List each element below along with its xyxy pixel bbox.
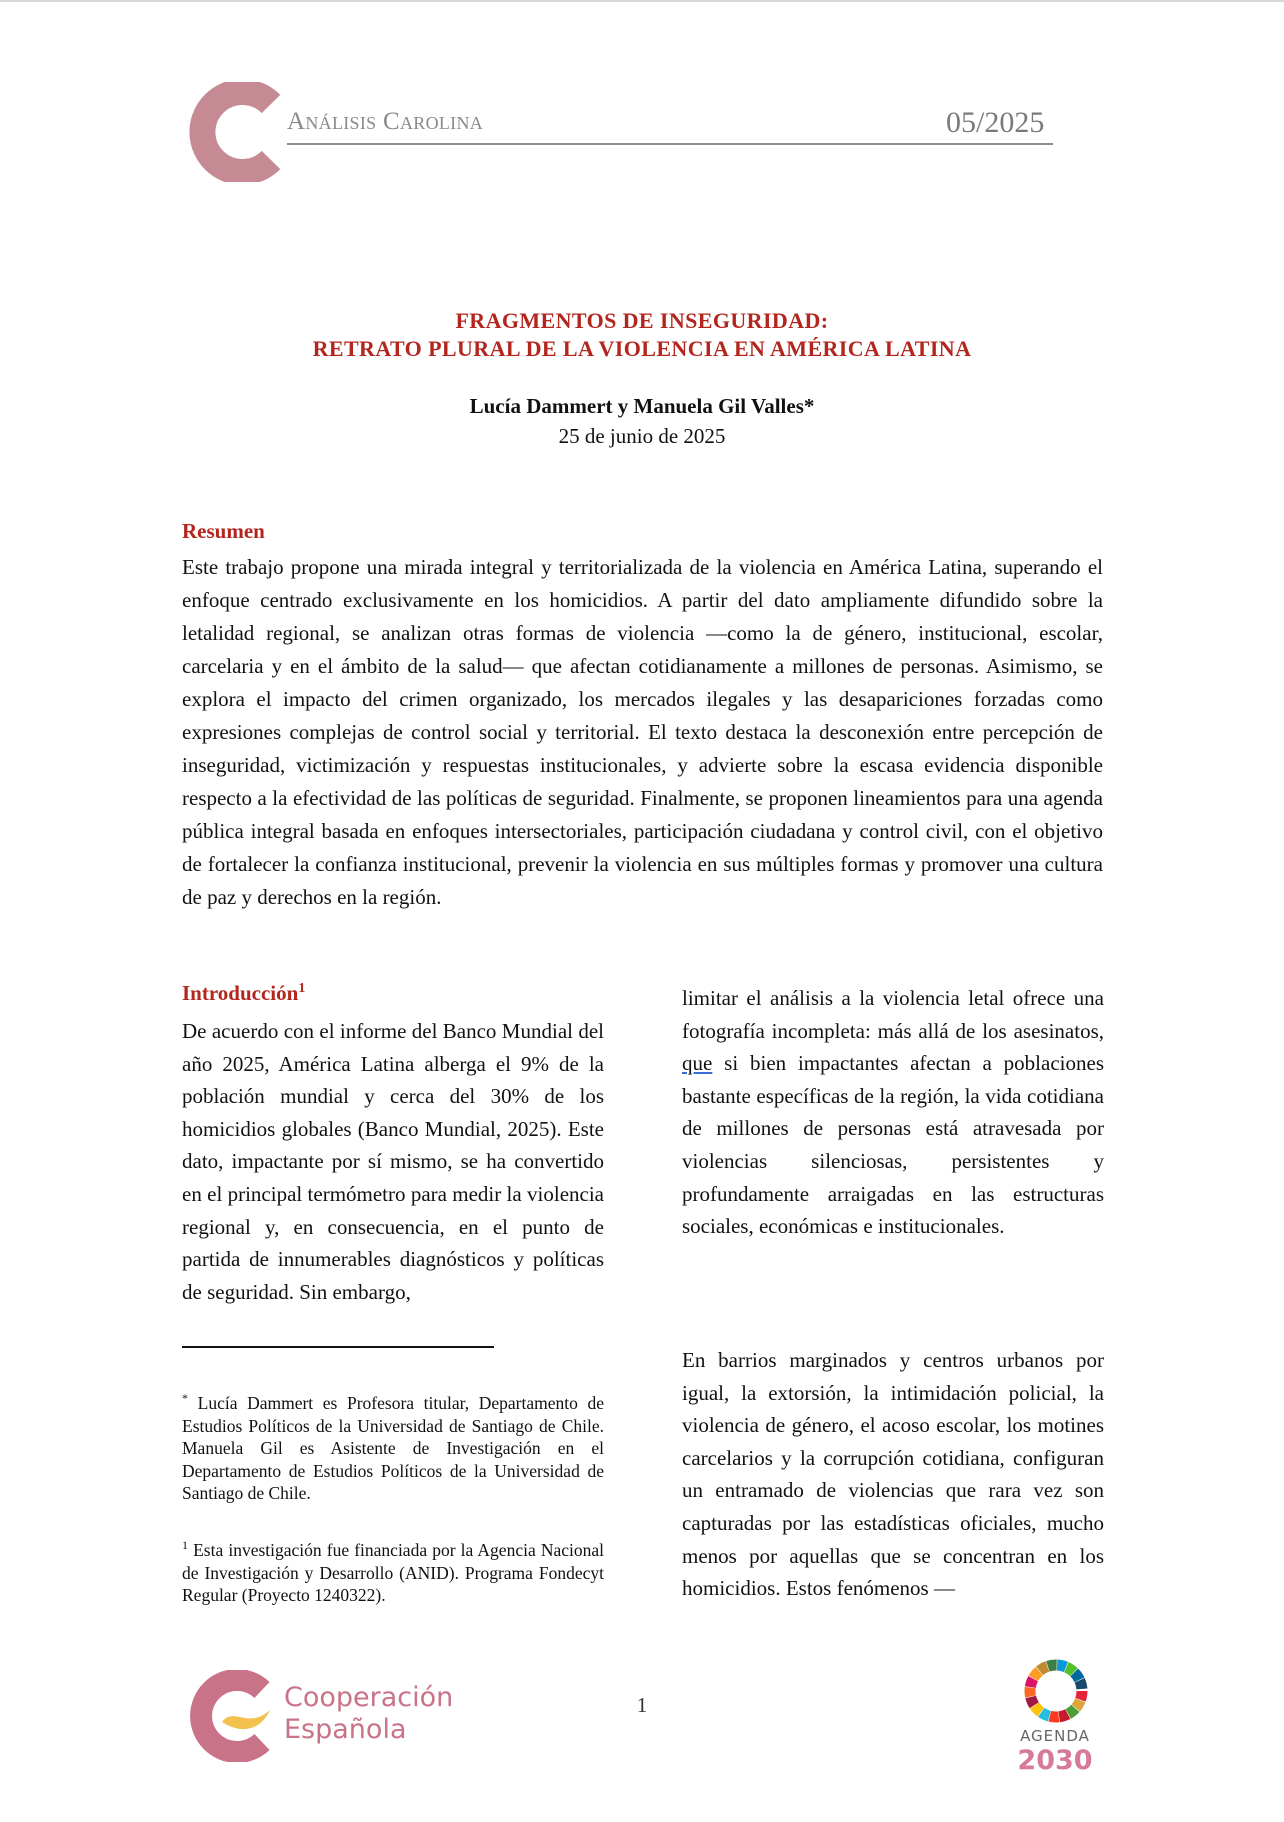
intro-col2-text-a: limitar el análisis a la violencia letal ofrece una fotografía incompleta: más allá de los asesinatos, xyxy=(682,986,1104,1043)
coop-line-1: Cooperación xyxy=(284,1682,454,1713)
carolina-logo-icon xyxy=(183,82,293,182)
intro-heading xyxy=(182,981,305,1006)
intro-column-1: De acuerdo con el informe del Banco Mundial del año 2025, América Latina alberga el 9% de la población mundial y cerca del 30% de los homicidios globales (Banco Mundial, 2025). Este dato, impactante por sí mismo, se ha convertido en el principal termómetro para medir la violencia regional y, en consecuencia, en el punto de partida de innumerables diagnósticos y políticas de seguridad. Sin embargo, xyxy=(182,1019,604,1304)
publication-date: 25 de junio de 2025 xyxy=(558,424,726,448)
issue-number: 05/2025 xyxy=(946,106,1045,139)
footnote-1-mark: * xyxy=(182,1391,188,1406)
series-title: Análisis Carolina xyxy=(287,108,484,135)
agenda-year: 2030 xyxy=(1017,1745,1093,1776)
page-number: 1 xyxy=(636,1693,648,1717)
footnote-1-text: Lucía Dammert es Profesora titular, Departamento de Estudios Políticos de la Universidad de Santiago de Chile. Manuela Gil es Asistente de Investigación en el Departamento de Estudios Políticos de la Universidad de Santiago de Chile. xyxy=(182,1393,605,1504)
title-line-1: FRAGMENTOS DE INSEGURIDAD: xyxy=(455,308,829,333)
header-rule xyxy=(287,143,1053,145)
footnote-separator xyxy=(182,1346,494,1348)
title-line-2: RETRATO PLURAL DE LA VIOLENCIA EN AMÉRICA LATINA xyxy=(312,336,972,361)
coop-line-2: Española xyxy=(284,1714,407,1745)
intro-col2-text-b: si bien impactantes afectan a poblaciones bastante específicas de la región, la vida cotidiana de millones de personas está atravesada por violencias silenciosas, persistentes y profundamente arraigadas en las estructuras sociales, económicas e institucionales. xyxy=(682,1051,1104,1239)
agenda-label: AGENDA xyxy=(1020,1727,1090,1745)
authors: Lucía Dammert y Manuela Gil Valles* xyxy=(469,394,815,418)
intro-column-2-paragraph-2: En barrios marginados y centros urbanos por igual, la extorsión, la intimidación policial, la violencia de género, el acoso escolar, los motines carcelarios y la corrupción cotidiana, configuran un entramado de violencias que rara vez son capturadas por las estadísticas oficiales, mucho menos por aquellas que se concentran en los homicidios. Estos fenómenos — xyxy=(682,1348,1104,1601)
spellcheck-underlined-word: que xyxy=(682,1051,713,1076)
abstract-heading: Resumen xyxy=(182,519,265,543)
footnote-author xyxy=(182,1392,604,1505)
intro-heading-text: Introducción xyxy=(182,981,299,1005)
footnote-funding xyxy=(182,1539,604,1607)
footnote-2-text: Esta investigación fue financiada por la Agencia Nacional de Investigación y Desarrollo (ANID). Programa Fondecyt Regular (Proyecto 1240322). xyxy=(182,1540,604,1606)
abstract-text: Este trabajo propone una mirada integral y territorializada de la violencia en América Latina, superando el enfoque centrado exclusivamente en los homicidios. A partir del dato ampliamente difundido sobre la letalidad regional, se analizan otras formas de violencia —como la de género, institucional, escolar, carcelaria y en el ámbito de la salud— que afectan cotidianamente a millones de personas. Asimismo, se explora el impacto del crimen organizado, los mercados ilegales y las desapariciones forzadas como expresiones complejas de control social y territorial. El texto destaca la desconexión entre percepción de inseguridad, victimización y respuestas institucionales, y advierte sobre la escasa evidencia disponible respecto a la efectividad de las políticas de seguridad. Finalmente, se proponen lineamientos para una agenda pública integral basada en enfoques intersectoriales, participación ciudadana y control civil, con el objetivo de fortalecer la confianza institucional, prevenir la violencia en sus múltiples formas y promover una cultura de paz y derechos en la región. xyxy=(182,555,1103,909)
sdg-wheel-icon xyxy=(1021,1656,1091,1726)
footnote-2-mark: 1 xyxy=(182,1538,188,1553)
top-border xyxy=(0,0,1284,2)
intro-column-2-paragraph-1 xyxy=(682,982,1104,1243)
intro-footnote-mark[interactable]: 1 xyxy=(298,981,306,996)
